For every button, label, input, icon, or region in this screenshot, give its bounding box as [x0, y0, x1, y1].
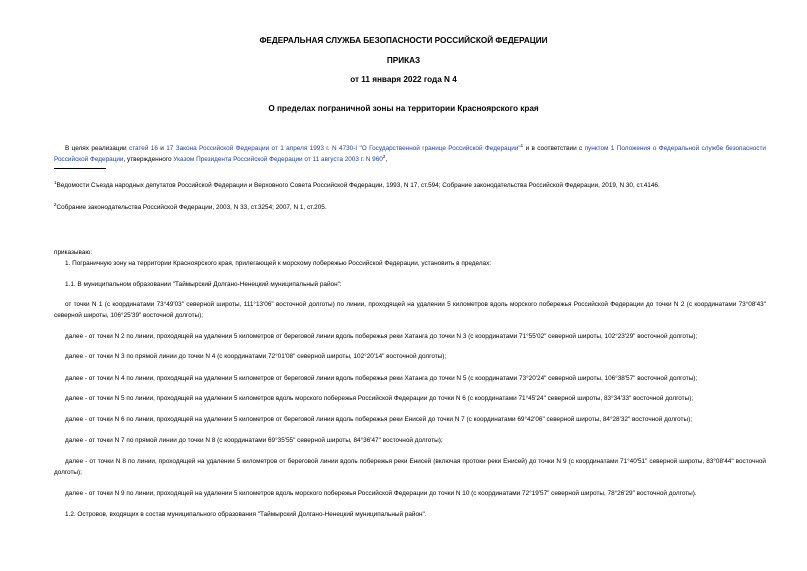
- intro-text: ,: [385, 155, 388, 163]
- item-1-1: 1.1. В муниципальном образовании "Таймырский Долгано-Ненецкий муниципальный район":: [65, 281, 342, 288]
- date-number-heading: от 11 января 2022 года N 4: [350, 75, 457, 84]
- footnote-ref-2[interactable]: 2: [382, 153, 386, 159]
- agency-heading: ФЕДЕРАЛЬНАЯ СЛУЖБА БЕЗОПАСНОСТИ РОССИЙСКОЙ ФЕДЕРАЦИИ: [259, 36, 548, 45]
- link-fsb-regulation[interactable]: пунктом 1 Положения о Федеральной службе безопасности Российской Федерации: [54, 145, 766, 163]
- intro-text: и в соответствии с: [523, 145, 585, 152]
- link-presidential-decree[interactable]: Указом Президента Российской Федерации от 11 августа 2003 г. N 960: [173, 155, 383, 163]
- intro-paragraph: [54, 144, 766, 165]
- intro-text: , утвержденного: [123, 155, 174, 163]
- document-title: О пределах пограничной зоны на территории Красноярского края: [268, 104, 539, 113]
- footnote-text: Ведомости Съезда народных депутатов Российской Федерации и Верховного Совета Российской Федерации, 1993, N 17, ст.594; Собрание законодательства Российской Федерации, 2019, N 30, ст.4146.: [56, 182, 660, 189]
- point-paragraph-1: от точки N 1 (с координатами 73°49'03" северной широты, 111°13'06" восточной долготы) по линии, проходящей на удалении 5 километров вдоль морского побережья Российской Федерации до точки N 2 (с координатами 73°08'43" северной широты, 106°25'39" восточной долготы);: [54, 301, 766, 319]
- item-1: 1. Пограничную зону на территории Красноярского края, прилегающей к морскому побережью Российской Федерации, установить в пределах:: [65, 260, 492, 267]
- footnote-text: Собрание законодательства Российской Федерации, 2003, N 33, ст.3254; 2007, N 1, ст.205.: [56, 204, 327, 211]
- order-word: приказываю:: [54, 249, 92, 256]
- point-paragraph-4: далее - от точки N 4 по линии, проходящей на удалении 5 километров от береговой линии вдоль побережья реки Хатанга до точки N 5 (с координатами 73°20'24" северной широты, 106°38'57" восточной долготы);: [65, 375, 698, 382]
- item-1-2: 1.2. Островов, входящих в состав муниципального образования "Таймырский Долгано-Ненецкий муниципальный район".: [65, 511, 427, 518]
- footnote-1: [54, 181, 660, 191]
- link-border-law[interactable]: 17 Закона Российской Федерации от 1 апреля 1993 г. N 4730-I "О Государственной границе Российской Федерации": [166, 145, 521, 152]
- point-paragraph-8: далее - от точки N 8 по линии, проходящей на удалении 5 километров от береговой линии вдоль побережья реки Енисей (включая протоки реки Енисей) до точки N 9 (с координатами 71°40'51" северной широты, 83°08'44" восточной долготы);: [54, 458, 766, 476]
- footnote-divider: [54, 168, 106, 169]
- point-paragraph-3: далее - от точки N 3 по прямой линии до точки N 4 (с координатами 72°01'08" северной широты, 102°20'14" восточной долготы);: [65, 353, 447, 360]
- footnote-ref-1[interactable]: 1: [520, 142, 524, 148]
- footnote-mark: 1: [54, 179, 57, 185]
- point-paragraph-5: далее - от точки N 5 по линии, проходящей на удалении 5 километров вдоль морского побережья Российской Федерации до точки N 6 (с координатами 71°45'24" северной широты, 83°34'33" восточной долготы);: [65, 395, 694, 402]
- point-paragraph-9: далее - от точки N 9 по линии, проходящей на удалении 5 километров вдоль морского побережья Российской Федерации до точки N 10 (с координатами 72°19'57" северной широты, 78°26'29" восточной долготы).: [65, 490, 697, 497]
- point-paragraph-7: далее - от точки N 7 по прямой линии до точки N 8 (с координатами 69°35'55" северной широты, 84°36'47" восточной долготы);: [65, 437, 443, 444]
- footnote-mark: 2: [54, 201, 57, 207]
- intro-text: и: [157, 145, 167, 152]
- footnote-2: [54, 203, 327, 213]
- doc-type-heading: ПРИКАЗ: [386, 56, 421, 65]
- intro-text: В целях реализации: [65, 145, 129, 152]
- link-article-16[interactable]: статей 16: [128, 145, 158, 152]
- point-paragraph-2: далее - от точки N 2 по линии, проходящей на удалении 5 километров от береговой линии вдоль побережья реки Хатанга до точки N 3 (с координатами 71°55'02" северной широты, 102°23'29" восточной долготы);: [65, 333, 698, 340]
- point-paragraph-6: далее - от точки N 6 по линии, проходящей на удалении 5 километров от береговой линии вдоль побережья реки Енисей до точки N 7 (с координатами 69°42'06" северной широты, 84°28'32" восточной долготы);: [65, 416, 692, 423]
